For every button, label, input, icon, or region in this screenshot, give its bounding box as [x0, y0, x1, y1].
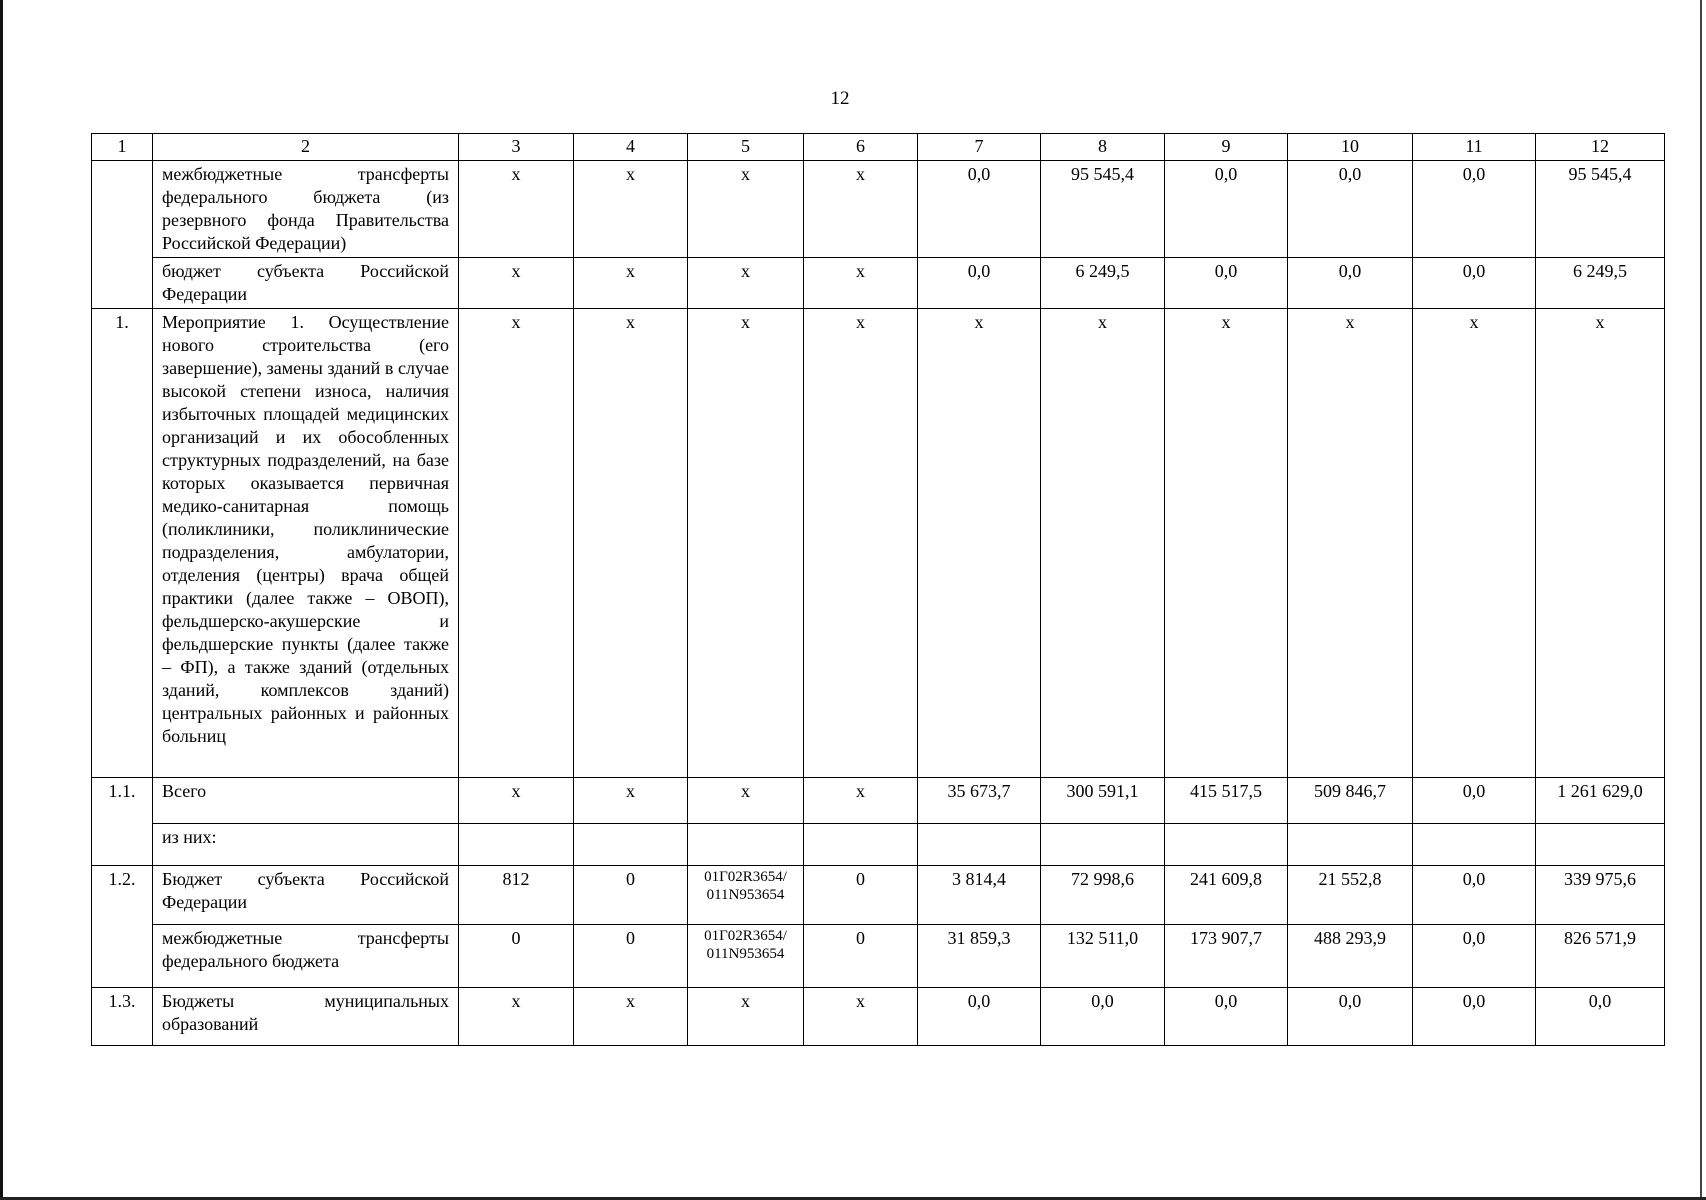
header-cell: 4	[574, 134, 688, 161]
header-cell: 8	[1041, 134, 1165, 161]
value-cell: 95 545,4	[1536, 161, 1665, 258]
value-cell: 31 859,3	[918, 925, 1041, 988]
value-cell: 0	[804, 925, 918, 988]
header-row	[92, 134, 1665, 161]
scan-edge-left	[0, 0, 3, 1200]
header-cell: 10	[1288, 134, 1413, 161]
value-cell: 0,0	[1413, 258, 1536, 309]
value-cell: х	[574, 258, 688, 309]
budget-table	[91, 133, 1665, 1046]
header-cell: 5	[688, 134, 804, 161]
header-cell: 11	[1413, 134, 1536, 161]
row-description: Мероприятие 1. Осуществление нового строительства (его завершение), замены зданий в случае высокой степени износа, наличия избыточных площадей медицинских организаций и их обособленных структурных подразделений, на базе которых оказывается первичная медико-санитарная помощь (поликлиники, поликлинические подразделения, амбулатории, отделения (центры) врача общей практики (далее также – ОВОП), фельдшерско-акушерские и фельдшерские пункты (далее также – ФП), а также зданий (отдельных зданий, комплексов зданий) центральных районных и районных больниц	[153, 309, 459, 778]
value-cell: 0,0	[1536, 988, 1665, 1046]
value-cell: 300 591,1	[1041, 778, 1165, 824]
value-cell: х	[459, 309, 574, 778]
table-row	[92, 925, 1665, 988]
table-row	[92, 778, 1665, 824]
value-cell: 0,0	[1413, 925, 1536, 988]
table-row	[92, 258, 1665, 309]
header-cell: 12	[1536, 134, 1665, 161]
value-cell: 0,0	[1165, 161, 1288, 258]
budget-code-cell: 01Г02R3654/ 011N953654	[688, 925, 804, 988]
value-cell	[688, 824, 804, 866]
row-description: межбюджетные трансферты федерального бюджета (из резервного фонда Правительства Российской Федерации)	[153, 161, 459, 258]
value-cell: 415 517,5	[1165, 778, 1288, 824]
row-description: бюджет субъекта Российской Федерации	[153, 258, 459, 309]
value-cell: х	[574, 988, 688, 1046]
value-cell: 0,0	[918, 988, 1041, 1046]
value-cell: 0,0	[1413, 161, 1536, 258]
value-cell: х	[688, 258, 804, 309]
value-cell: 0,0	[1165, 258, 1288, 309]
value-cell: х	[688, 309, 804, 778]
value-cell: 509 846,7	[1288, 778, 1413, 824]
value-cell: 3 814,4	[918, 866, 1041, 925]
scan-edge-right	[1700, 0, 1702, 1200]
value-cell: 21 552,8	[1288, 866, 1413, 925]
value-cell	[459, 824, 574, 866]
value-cell: х	[459, 778, 574, 824]
value-cell: 812	[459, 866, 574, 925]
table-row	[92, 988, 1665, 1046]
header-cell: 7	[918, 134, 1041, 161]
value-cell: 339 975,6	[1536, 866, 1665, 925]
value-cell: 0	[574, 866, 688, 925]
value-cell	[574, 824, 688, 866]
table-row	[92, 824, 1665, 866]
header-cell: 3	[459, 134, 574, 161]
table-row	[92, 161, 1665, 258]
value-cell: 0,0	[918, 161, 1041, 258]
budget-code-cell: 01Г02R3654/ 011N953654	[688, 866, 804, 925]
page-number: 12	[830, 88, 850, 109]
header-cell: 9	[1165, 134, 1288, 161]
value-cell: 0,0	[1413, 866, 1536, 925]
value-cell: 6 249,5	[1041, 258, 1165, 309]
value-cell: х	[804, 161, 918, 258]
value-cell: х	[1288, 309, 1413, 778]
value-cell	[1165, 824, 1288, 866]
value-cell	[1413, 824, 1536, 866]
value-cell: 488 293,9	[1288, 925, 1413, 988]
value-cell: 173 907,7	[1165, 925, 1288, 988]
value-cell: 241 609,8	[1165, 866, 1288, 925]
value-cell	[918, 824, 1041, 866]
value-cell: х	[804, 258, 918, 309]
header-cell: 1	[92, 134, 153, 161]
value-cell: х	[459, 258, 574, 309]
value-cell: 0,0	[1288, 988, 1413, 1046]
value-cell: х	[804, 778, 918, 824]
value-cell: х	[574, 778, 688, 824]
row-description: из них:	[153, 824, 459, 866]
value-cell: х	[1413, 309, 1536, 778]
value-cell	[1288, 824, 1413, 866]
value-cell: 0,0	[1041, 988, 1165, 1046]
value-cell: 95 545,4	[1041, 161, 1165, 258]
row-description: Всего	[153, 778, 459, 824]
value-cell: х	[1165, 309, 1288, 778]
value-cell: х	[1536, 309, 1665, 778]
value-cell: х	[574, 309, 688, 778]
row-number-cell: 1.1.	[92, 778, 153, 866]
row-number-cell: 1.2.	[92, 866, 153, 988]
row-number-cell: 1.	[92, 309, 153, 778]
value-cell: 0	[804, 866, 918, 925]
row-description: межбюджетные трансферты федерального бюджета	[153, 925, 459, 988]
value-cell: х	[804, 309, 918, 778]
row-description: Бюджеты муниципальных образований	[153, 988, 459, 1046]
value-cell: 0,0	[1413, 778, 1536, 824]
value-cell: 0,0	[1165, 988, 1288, 1046]
row-number-cell	[92, 161, 153, 309]
value-cell: х	[688, 161, 804, 258]
value-cell: 0	[459, 925, 574, 988]
value-cell	[1041, 824, 1165, 866]
value-cell: 826 571,9	[1536, 925, 1665, 988]
value-cell: 0	[574, 925, 688, 988]
value-cell	[1536, 824, 1665, 866]
value-cell: х	[459, 161, 574, 258]
value-cell: х	[688, 988, 804, 1046]
value-cell: х	[688, 778, 804, 824]
header-cell: 6	[804, 134, 918, 161]
value-cell: 0,0	[1288, 258, 1413, 309]
value-cell	[804, 824, 918, 866]
value-cell: х	[804, 988, 918, 1046]
table-row	[92, 866, 1665, 925]
value-cell: х	[1041, 309, 1165, 778]
table-row	[92, 309, 1665, 778]
value-cell: 6 249,5	[1536, 258, 1665, 309]
value-cell: 0,0	[1413, 988, 1536, 1046]
value-cell: 0,0	[918, 258, 1041, 309]
value-cell: х	[918, 309, 1041, 778]
value-cell: 1 261 629,0	[1536, 778, 1665, 824]
row-description: Бюджет субъекта Российской Федерации	[153, 866, 459, 925]
value-cell: 35 673,7	[918, 778, 1041, 824]
value-cell: х	[459, 988, 574, 1046]
row-number-cell: 1.3.	[92, 988, 153, 1046]
value-cell: 72 998,6	[1041, 866, 1165, 925]
value-cell: х	[574, 161, 688, 258]
value-cell: 0,0	[1288, 161, 1413, 258]
header-cell: 2	[153, 134, 459, 161]
value-cell: 132 511,0	[1041, 925, 1165, 988]
